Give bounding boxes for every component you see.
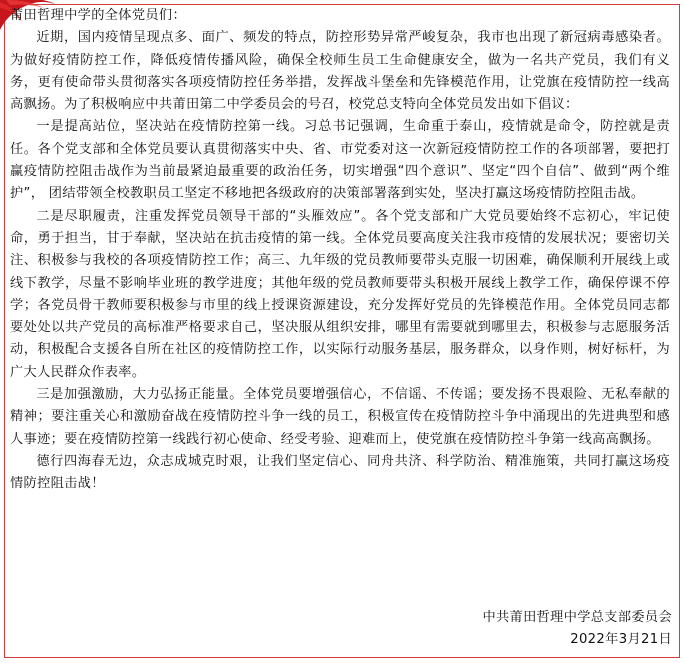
letter-salutation: 莆田哲理中学的全体党员们： <box>10 8 186 23</box>
paragraph-point-one: 一是提高站位，坚决站在疫情防控第一线。习总书记强调，生命重于泰山，疫情就是命令，防控就是责任。各个党支部和全体党员要认真贯彻落实中央、省、市党委对这一次新冠疫情防控工作的各项部署，要把打赢疫情防控阻击战作为当前最紧迫最重要的政治任务，切实增强“四个意识”、坚定“四个自信”、做到“两个维护”， 团结带领全校教职员工坚定不移地把各级政府的决策部署落到实处，坚决打赢这场疫情防控阻击战。 <box>10 119 670 202</box>
signature-block <box>482 607 672 651</box>
paragraph-closing: 德行四海春无边，众志成城克时艰，让我们坚定信心、同舟共济、科学防治、精准施策，共同打赢这场疫情防控阻击战！ <box>10 453 670 492</box>
signature-date: 2022年3月21日 <box>570 632 672 647</box>
paragraph-point-two: 二是尽职履责，注重发挥党员领导干部的“头雁效应”。各个党支部和广大党员要始终不忘初心，牢记使命，勇于担当，甘于奉献，坚决站在抗击疫情的第一线。全体党员要高度关注我市疫情的发展状况；要密切关注、积极参与我校的各项疫情防控工作；高三、九年级的党员教师要带头克服一切困难，确保顺利开展线上或线下教学，尽量不影响毕业班的教学进度；其他年级的党员教师要带头积极开展线上教学工作，确保停课不停学；各党员骨干教师要积极参与市里的线上授课资源建设，充分发挥好党员的先锋模范作用。全体党员同志都要处处以共产党员的高标准严格要求自己，坚决服从组织安排，哪里有需要就到哪里去，积极参与志愿服务活动，积极配合支援各自所在社区的疫情防控工作，以实际行动服务基层，服务群众，以身作则，树好标杆，为广大人民群众作表率。 <box>10 208 670 380</box>
paragraph-point-three: 三是加强激励，大力弘扬正能量。全体党员要增强信心，不信谣、不传谣；要发扬不畏艰险、无私奉献的精神；要注重关心和激励奋战在疫情防控斗争一线的员工，积极宣传在疫情防控斗争中涌现出的先进典型和感人事迹；要在疫情防控第一线践行初心使命、经受考验、迎难而上，使党旗在疫情防控斗争第一线高高飘扬。 <box>10 387 670 447</box>
paragraph-intro: 近期，国内疫情呈现点多、面广、频发的特点，防控形势异常严峻复杂，我市也出现了新冠病毒感染者。为做好疫情防控工作，降低疫情传播风险，确保全校师生员工生命健康安全，做为一名共产党员，我们有义务，更有使命带头贯彻落实各项疫情防控任务举措，发挥战斗堡垒和先锋模范作用，让党旗在疫情防控一线高高飘扬。为了积极响应中共莆田第二中学委员会的号召，校党总支特向全体党员发出如下倡议： <box>10 30 670 113</box>
signature-organization: 中共莆田哲理中学总支部委员会 <box>482 610 672 625</box>
letter-body <box>10 5 670 496</box>
